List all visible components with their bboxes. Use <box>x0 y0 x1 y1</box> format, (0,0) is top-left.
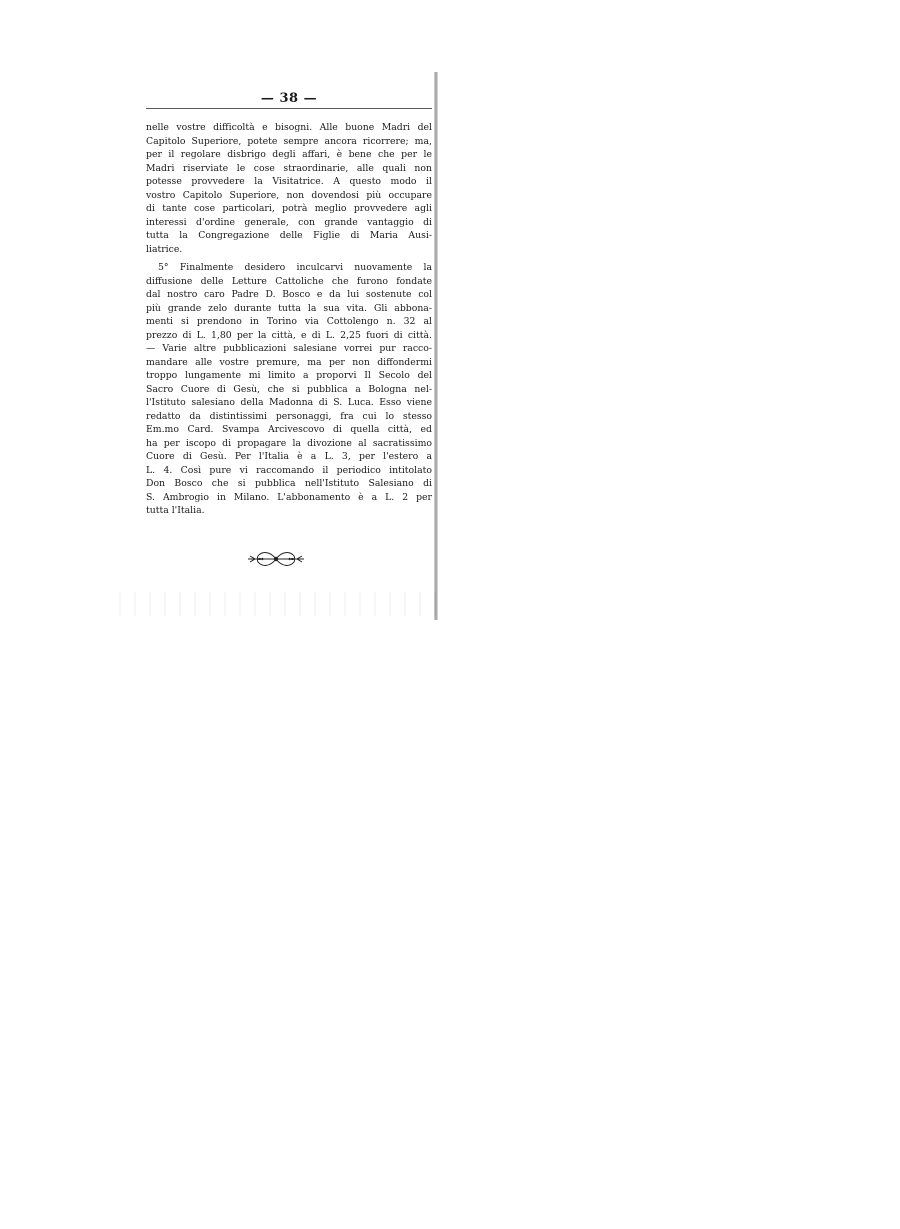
text-line: Don Bosco che si pubblica nell'Istituto Salesiano di <box>146 478 432 489</box>
text-line: più grande zelo durante tutta la sua vita. Gli abbona- <box>146 302 432 314</box>
text-line: Capitolo Superiore, potete sempre ancora ricorrere; ma, <box>146 135 432 147</box>
text-line: Em.mo Card. Svampa Arcivescovo di quella città, ed <box>146 424 432 435</box>
text-line: di tante cose particolari, potrà meglio provvedere agli <box>146 203 432 214</box>
text-line: L. 4. Così pure vi raccomando il periodico intitolato <box>146 464 432 476</box>
text-line: 5° Finalmente desidero inculcarvi nuovamente la <box>158 262 432 273</box>
fleuron-ornament-icon <box>246 548 306 570</box>
header-rule <box>146 108 432 109</box>
body-text <box>146 121 432 518</box>
page-edge-shadow <box>434 72 438 620</box>
page-number: — 38 — <box>260 91 318 106</box>
text-line: nelle vostre difficoltà e bisogni. Alle buone Madri del <box>146 122 432 133</box>
text-line: — Varie altre pubblicazioni salesiane vorrei pur racco- <box>146 343 432 354</box>
text-line: per il regolare disbrigo degli affari, è bene che per le <box>146 149 432 160</box>
text-line: potesse provvedere la Visitatrice. A questo modo il <box>146 176 432 187</box>
text-line: vostro Capitolo Superiore, non dovendosi più occupare <box>146 189 432 201</box>
scan-bleed-through <box>112 592 437 616</box>
text-line: ha per iscopo di propagare la divozione al sacratissimo <box>146 437 432 449</box>
text-line: interessi d'ordine generale, con grande vantaggio di <box>146 216 432 228</box>
text-line: Cuore di Gesù. Per l'Italia è a L. 3, per l'estero a <box>146 451 432 462</box>
text-line: troppo lungamente mi limito a proporvi Il Secolo del <box>146 370 432 381</box>
paragraph <box>146 121 432 256</box>
text-line: prezzo di L. 1,80 per la città, e di L. 2,25 fuori di città. <box>146 329 432 341</box>
text-line: diffusione delle Letture Cattoliche che furono fondate <box>146 275 432 287</box>
text-line: Madri riserviate le cose straordinarie, alle quali non <box>146 162 432 174</box>
text-line: mandare alle vostre premure, ma per non diffondermi <box>146 356 432 368</box>
paragraph <box>146 261 432 518</box>
text-line: menti si prendono in Torino via Cottolengo n. 32 al <box>146 316 432 327</box>
text-line: l'Istituto salesiano della Madonna di S. Luca. Esso viene <box>146 397 432 408</box>
text-line: Sacro Cuore di Gesù, che si pubblica a Bologna nel- <box>146 383 432 395</box>
text-line: redatto da distintissimi personaggi, fra cui lo stesso <box>146 410 432 422</box>
text-line: S. Ambrogio in Milano. L'abbonamento è a L. 2 per <box>146 491 432 503</box>
text-line: dal nostro caro Padre D. Bosco e da lui sostenute col <box>146 289 432 300</box>
text-line: tutta la Congregazione delle Figlie di Maria Ausi- <box>146 230 432 241</box>
text-line: liatrice. <box>146 243 183 255</box>
text-line: tutta l'Italia. <box>146 505 205 516</box>
